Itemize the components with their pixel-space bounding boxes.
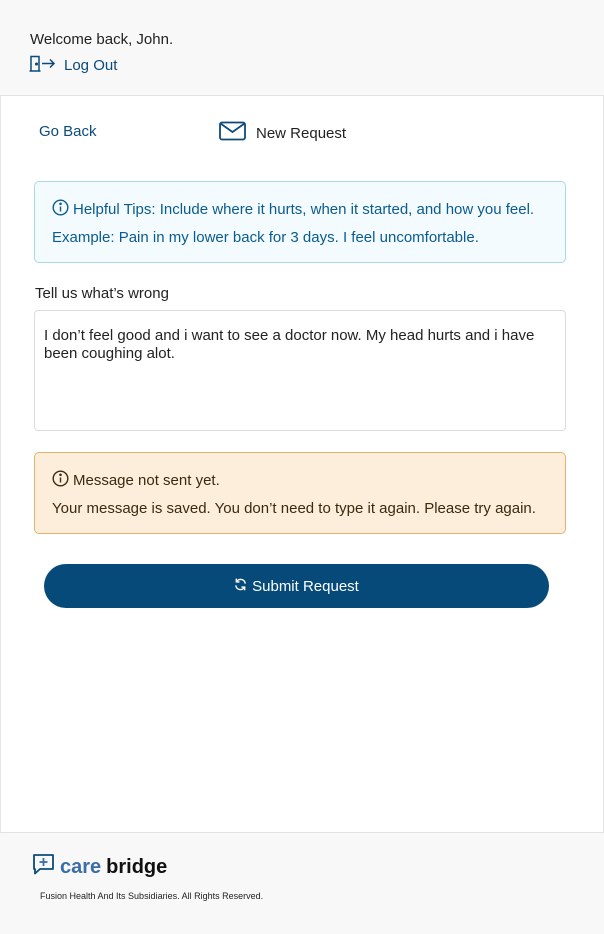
brand-logo [32,853,167,882]
new-request-heading [219,121,346,145]
alert-title: Message not sent yet. [73,472,220,489]
info-icon [52,199,73,220]
helpful-tips-box [34,181,566,263]
page-header [0,0,604,96]
brand-name-bridge: bridge [106,856,168,878]
envelope-icon [219,121,256,145]
brand-name-care: care [60,856,102,878]
message-plus-icon [32,853,60,882]
info-icon [52,470,73,491]
main-panel [0,96,604,833]
copyright-text: Fusion Health And Its Subsidiaries. All Rights Reserved. [40,891,264,901]
submit-label: Submit Request [252,577,359,595]
tips-example: Example: Pain in my lower back for 3 days. I feel uncomfortable. [52,229,479,246]
new-request-label: New Request [256,124,347,142]
submit-request-button[interactable] [44,564,549,608]
go-back-link[interactable]: Go Back [39,123,97,140]
message-field-label: Tell us what’s wrong [35,285,169,302]
logout-label: Log Out [64,57,118,74]
alert-body: Your message is saved. You don’t need to type it again. Please try again. [52,500,536,517]
logout-icon [29,55,64,76]
refresh-icon [234,578,252,595]
message-not-sent-alert [34,452,566,534]
welcome-message: Welcome back, John. [30,31,174,48]
tips-text: Helpful Tips: Include where it hurts, when it started, and how you feel. [73,201,535,218]
logout-link[interactable] [29,55,117,76]
page-footer [0,834,604,934]
message-textarea[interactable] [34,310,566,431]
